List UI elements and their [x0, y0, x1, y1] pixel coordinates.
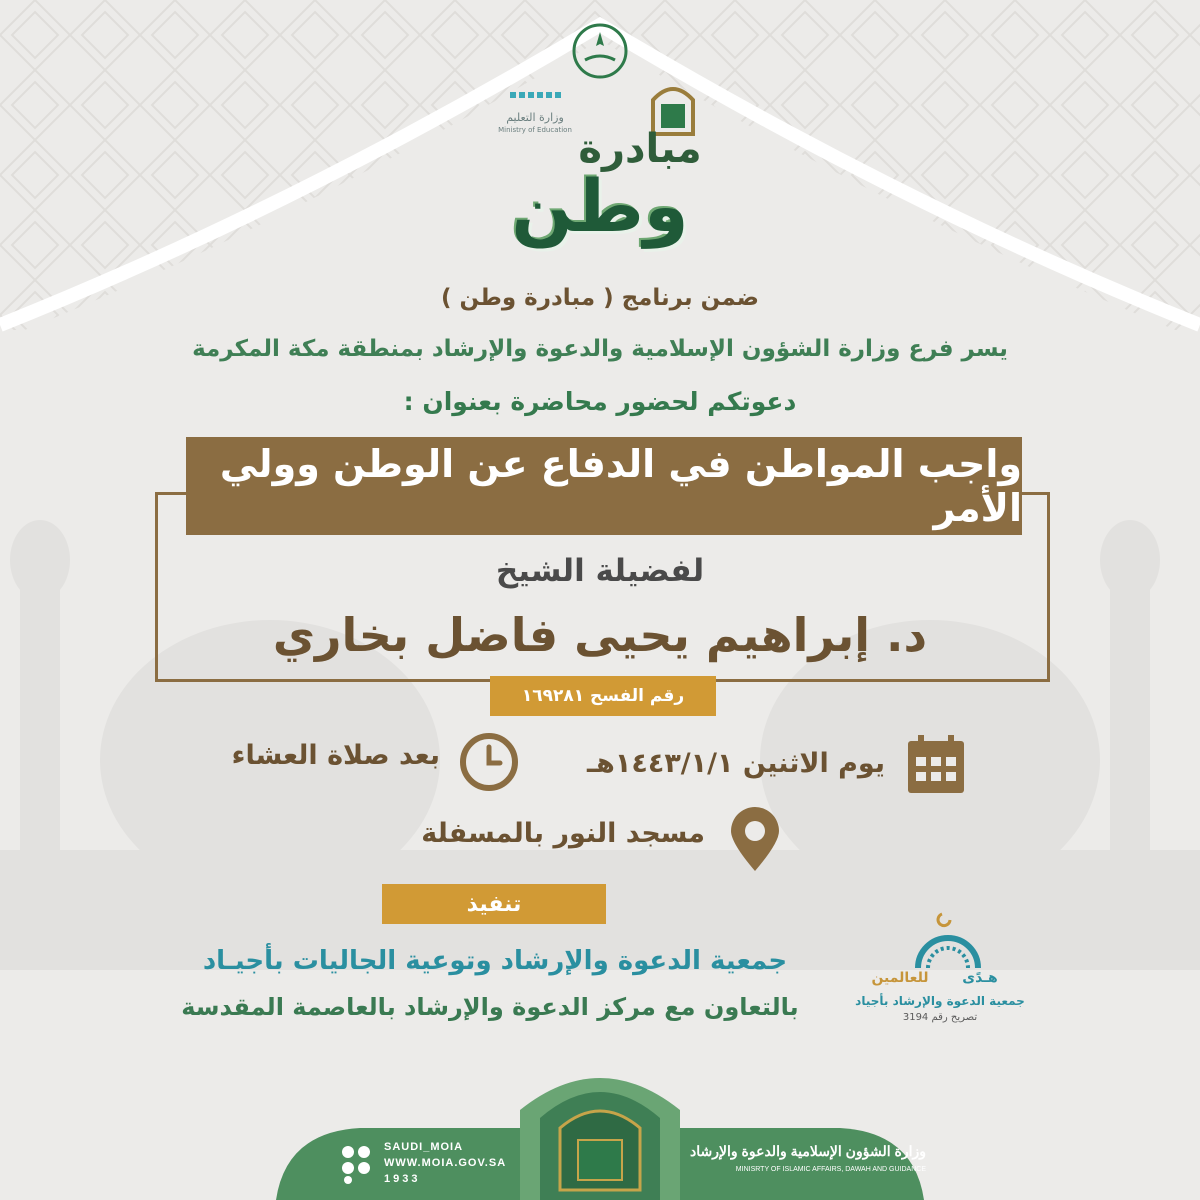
speaker-prefix: لفضيلة الشيخ [495, 553, 705, 589]
clock-icon [458, 731, 520, 793]
location-pin-icon [727, 805, 783, 875]
huda-logo-icon [912, 910, 984, 972]
footer-ministry-en: MINISRTY OF ISLAMIC AFFAIRS, DAWAH AND GUIDANCE [735, 1166, 926, 1173]
education-logo-icon [510, 88, 570, 110]
initiative-title-line1: مبادرة [578, 126, 702, 172]
speaker-name: د. إبراهيم يحيى فاضل بخاري [272, 608, 928, 662]
host-line: يسر فرع وزارة الشؤون الإسلامية والدعوة والإرشاد بمنطقة مكة المكرمة [192, 336, 1008, 362]
footer-handle[interactable]: SAUDI_MOIA [384, 1141, 464, 1153]
permit-badge: رقم الفسح ١٦٩٢٨١ [490, 676, 716, 716]
org-logo-name1: هـدًى [962, 970, 998, 986]
footer-banner [0, 1040, 1200, 1200]
partner-org: بالتعاون مع مركز الدعوة والإرشاد بالعاصمة المقدسة [181, 993, 799, 1021]
initiative-title-line2: وطن [511, 164, 689, 248]
executing-org: جمعية الدعوة والإرشاد وتوعية الجاليات بأجيـاد [202, 946, 788, 976]
org-logo-name2: للعالمين [871, 970, 929, 986]
lecture-title: واجب المواطن في الدفاع عن الوطن وولي الأمر [186, 437, 1022, 535]
emirate-emblem-icon [570, 22, 630, 80]
education-ministry-en-label: Ministry of Education [498, 126, 572, 134]
execution-label: تنفيذ [382, 884, 606, 924]
footer-ministry-ar: وزارة الشؤون الإسلامية والدعوة والإرشاد [690, 1143, 926, 1159]
location-text: مسجد النور بالمسفلة [421, 818, 705, 849]
invite-line: دعوتكم لحضور محاضرة بعنوان : [403, 387, 797, 416]
education-ministry-label: وزارة التعليم [506, 111, 564, 124]
footer-phone[interactable]: 1933 [384, 1173, 421, 1185]
date-text: يوم الاثنين ١٤٤٣/١/١هـ [586, 748, 885, 779]
org-logo-subtitle: جمعية الدعوة والإرشاد بأجياد [855, 994, 1025, 1008]
calendar-icon [904, 733, 972, 797]
footer-social-icons [340, 1144, 374, 1188]
program-line: ضمن برنامج ( مبادرة وطن ) [441, 285, 759, 311]
footer-website[interactable]: WWW.MOIA.GOV.SA [384, 1157, 507, 1169]
org-logo-license: تصريح رقم 3194 [902, 1012, 978, 1023]
social-media-icons [340, 1144, 374, 1184]
time-text: بعد صلاة العشاء [231, 740, 440, 771]
